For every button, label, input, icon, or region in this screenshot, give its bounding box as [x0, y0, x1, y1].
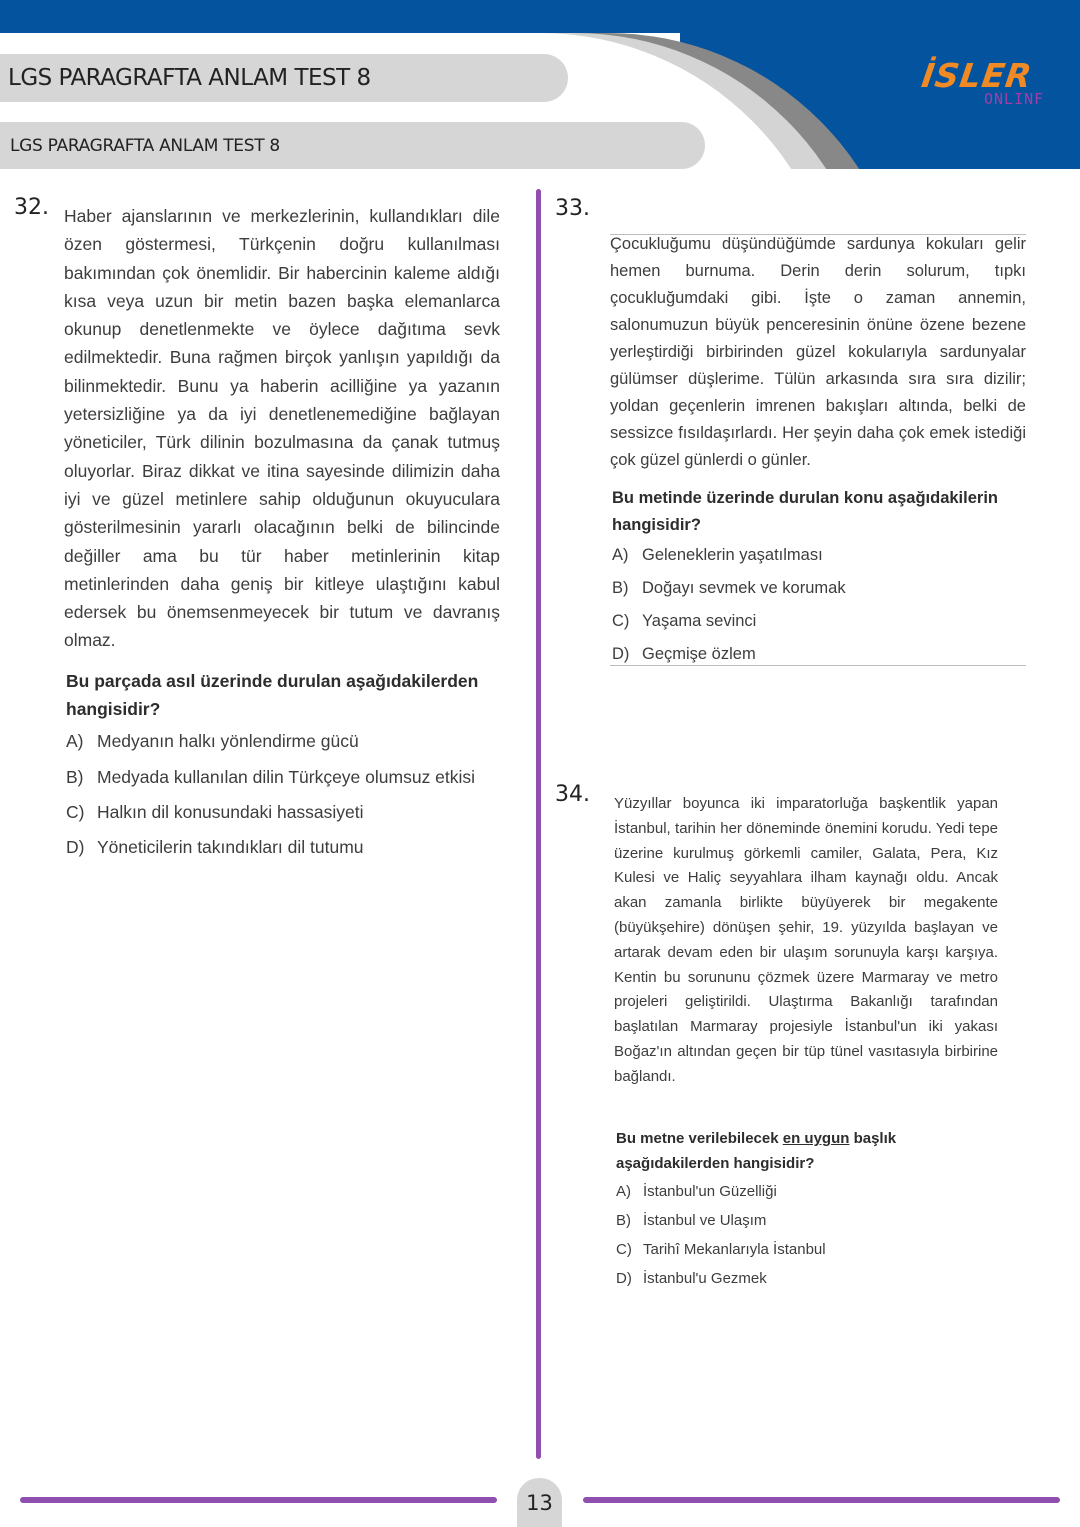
option-text: Geleneklerin yaşatılması [642, 546, 823, 564]
option-label: D) [612, 645, 630, 663]
footer-rule-left [20, 1497, 497, 1503]
footer-rule-right [583, 1497, 1060, 1503]
option-label: C) [66, 802, 85, 822]
option-text: İstanbul ve Ulaşım [643, 1212, 767, 1229]
option-d[interactable] [66, 837, 500, 858]
question-passage: Yüzyıllar boyunca iki imparatorluğa başkentlik yapan İstanbul, tarihin her döneminde önemini korudu. Yedi tepe üzerine kurulmuş görkemli camiler, Galata, Pera, Kız Kulesi ve Haliç seyyahlara ilham kaynağı oldu. Ancak akan zamanla birlikte büyüyerek bir megakente (büyükşehire) dönüşen şehir, 19. yüzyılda başlayan ve artarak devam eden bir ulaşım sorunuyla karşı karşıya. Kentin bu sorununu çözmek üzere Marmaray ve metro projeleri geliştirildi. Ulaştırma Bakanlığı tarafından başlatılan Marmaray projesiyle İstanbul'un iki yakası Boğaz'ın altından geçen bir tüp tünel vasıtasıyla birbirine bağlandı. [614, 795, 998, 1085]
stem-text: Bu metne verilebilecek [616, 1130, 783, 1147]
option-label: D) [616, 1270, 632, 1287]
question-stem [616, 1126, 1000, 1176]
option-text: Yaşama sevinci [642, 612, 757, 630]
option-a[interactable] [612, 546, 1026, 565]
option-text: Geçmişe özlem [642, 645, 756, 663]
option-c[interactable] [616, 1241, 1000, 1258]
question-stem: Bu metinde üzerinde durulan konu aşağıdakilerin hangisidir? [612, 489, 998, 534]
option-text: Medyanın halkı yönlendirme gücü [97, 731, 359, 751]
question-passage: Haber ajanslarının ve merkezlerinin, kullandıkları dile özen göstermesi, Türkçenin doğru kullanılması bakımından çok önemlidir. Bir habercinin kaleme aldığı kısa veya uzun bir metin bazen başka elemanlarca okunup denetlenmekte ve öylece dağıtıma sevk edilmektedir. Buna rağmen birçok yanlışın yapıldığı da bilinmektedir. Bunu ya haberin acilliğine ya yazanın yetersizliğine ya da iyi denetlenemediğine bağlayan yöneticiler, Türk dilinin bozulmasına da çanak tutmuş oluyorlar. Biraz dikkat ve itina sayesinde dilimizin daha iyi ve güzel metinlere sahip olduğunun okuyuculara gösterilmesinin yararlı olacağının belki de bilincinde değiller ama bu tür haber metinlerinin kitap metinlerinden daha geniş bir kitleye ulaştığını kabul edersek bu önemsenmeyecek bir tutum ve davranış olmaz. [64, 206, 500, 651]
option-b[interactable] [66, 763, 500, 791]
option-text: İstanbul'un Güzelliği [643, 1183, 777, 1200]
option-text: Doğayı sevmek ve korumak [642, 579, 846, 597]
answer-options [612, 546, 1026, 664]
option-text: Halkın dil konusundaki hassasiyeti [97, 802, 364, 822]
option-text: Tarihî Mekanlarıyla İstanbul [643, 1241, 826, 1258]
option-a[interactable] [66, 731, 500, 752]
option-label: A) [66, 731, 84, 751]
option-d[interactable] [616, 1270, 1000, 1287]
question-passage: Çocukluğumu düşündüğümde sardunya kokuları gelir hemen burnuma. Derin derin solurum, tıpkı çocukluğumdaki gibi. İşte o zaman annemin, salonumuzun büyük penceresinin önüne özene bezene yerleştirdiği birbirinden güzel kokularıyla sardunyalar gülümser düşlerime. Tülün arkasında sıra sıra dizilir; yoldan geçenlerin imrenen bakışları altında, belki de sessizce fısıldaşırlardı. Her şeyin daha çok emek istediği çok güzel günlerdi o günler. [610, 235, 1026, 469]
option-b[interactable] [612, 579, 1026, 598]
option-c[interactable] [612, 612, 1026, 631]
logo-wordmark: İSLER [919, 56, 1035, 95]
option-c[interactable] [66, 802, 500, 823]
question-number: 32. [14, 195, 49, 220]
option-d[interactable] [612, 645, 1026, 664]
question-stem: Bu parçada asıl üzerinde durulan aşağıdakilerden hangisidir? [66, 671, 479, 719]
question-number: 33. [555, 196, 590, 221]
title-pill-secondary [0, 122, 705, 169]
logo-tagline: ONLINF [984, 90, 1045, 108]
answer-options [616, 1183, 1000, 1287]
title-pill-primary [0, 54, 568, 102]
brand-logo [919, 56, 1062, 116]
option-a[interactable] [616, 1183, 1000, 1200]
header-top-bar [0, 0, 1080, 33]
page-number: 13 [517, 1478, 562, 1527]
option-label: C) [612, 612, 630, 630]
option-label: B) [612, 579, 629, 597]
option-label: A) [612, 546, 629, 564]
option-text: Yöneticilerin takındıkları dil tutumu [97, 837, 364, 857]
option-text: Medyada kullanılan dilin Türkçeye olumsuz etkisi [97, 767, 476, 787]
option-b[interactable] [616, 1212, 1000, 1229]
question-number: 34. [555, 782, 590, 807]
option-text: İstanbul'u Gezmek [643, 1270, 767, 1287]
option-label: A) [616, 1183, 631, 1200]
option-label: D) [66, 837, 85, 857]
page-title: LGS PARAGRAFTA ANLAM TEST 8 [8, 65, 371, 91]
page-subtitle: LGS PARAGRAFTA ANLAM TEST 8 [10, 135, 280, 156]
column-divider [536, 189, 541, 1459]
stem-emphasis: en uygun [782, 1130, 850, 1147]
option-label: C) [616, 1241, 632, 1258]
options-bottom-rule [610, 665, 1026, 666]
stem-text: başlık aşağıdakilerden hangisidir? [616, 1130, 897, 1172]
option-label: B) [66, 767, 84, 787]
option-label: B) [616, 1212, 631, 1229]
answer-options [66, 731, 500, 858]
